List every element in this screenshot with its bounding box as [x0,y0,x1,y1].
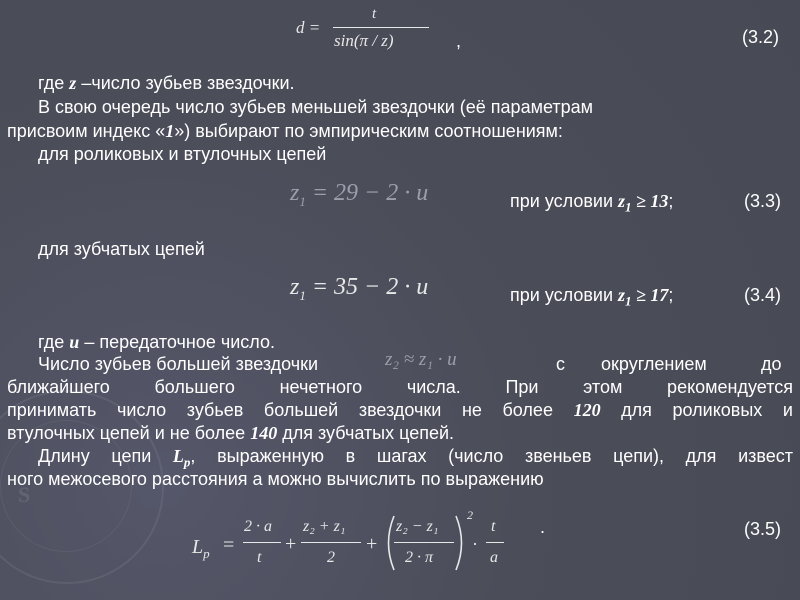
larger-sprocket-word-to: до [761,354,782,374]
eq33-condition: при условии $z_1 \ge 13$; [510,191,674,215]
paragraph-smaller-sprocket-line1: В свою очередь число зубьев меньшей звездочки (её параметрам [38,97,594,117]
eq35-frac4-bar [486,542,504,543]
eq32-denominator: sin(π / z) [334,31,394,50]
eq32-number: (3.2) [742,27,780,47]
eq35-frac1-den: t [257,549,262,566]
eq34-number: (3.4) [744,285,782,305]
eq35-dot: · [472,534,478,554]
eq34-condition: при условии $z_1 \ge 17$; [510,285,674,309]
eq33-number: (3.3) [744,191,782,211]
eq35-frac3-den: 2 · π [405,549,434,566]
eq35-frac2-den: 2 [327,549,335,566]
eq35-period: . [540,517,546,537]
paragraph-z-definition: где z –число зубьев звездочки. [38,73,295,93]
eq33-formula: $z_1 = 29 - 2 \cdot u$ [290,180,429,209]
eq35-left-paren [381,514,397,572]
eq35-number: (3.5) [744,519,782,539]
larger-sprocket-word-s: с [556,354,565,374]
larger-sprocket-line3: принимать число зубьев большей звездочки не более 120 для роликовых и [7,400,793,420]
eq35-lhs: $L_p$ [192,536,210,561]
eq35-frac4-den: a [490,549,498,566]
eq35-frac3-bar [394,542,454,543]
larger-sprocket-line1-text: Число зубьев большей звездочки [38,354,319,374]
larger-sprocket-word-rounding: округлением [601,354,707,374]
eq32-numerator: t [372,6,377,22]
eq35-power: 2 [467,508,473,522]
eq35-frac2-bar [301,542,361,543]
eq32-comma: , [456,31,462,51]
chain-length-line1: Длину цепи $L_p$, выраженную в шагах (число звеньев цепи), для извест [38,446,794,470]
eq32-lhs: d = [296,18,321,37]
compass-watermark-letter: S [18,482,31,507]
eq35-equals: = [223,534,235,556]
eq32-fraction-bar [333,27,429,28]
eq35-plus1: + [285,533,297,555]
eq35-plus2: + [366,533,378,555]
paragraph-toothed-chains: для зубчатых цепей [38,239,205,259]
eq35-frac3-num: z₂ − z₁ [396,518,439,535]
eq35-frac1-num: 2 · a [244,518,272,535]
eq35-frac1-bar [243,542,281,543]
eq35-frac4-num: t [491,518,496,535]
chain-length-line2: ного межосевого расстояния а можно вычислить по выражению [7,469,544,489]
eq35-frac2-num: z₂ + z₁ [303,518,346,535]
paragraph-smaller-sprocket-line2: присвоим индекс «1») выбирают по эмпирическим соотношениям: [7,121,563,141]
eq34-formula: $z_1 = 35 - 2 \cdot u$ [290,274,429,303]
larger-sprocket-line2: ближайшего большего нечетного числа. При этом рекомендуется [7,377,793,397]
paragraph-u-definition: где u – передаточное число. [38,332,275,352]
paragraph-roller-chains: для роликовых и втулочных цепей [38,144,327,164]
larger-sprocket-line4: втулочных цепей и не более 140 для зубчатых цепей. [7,423,455,443]
larger-sprocket-formula: z₂ ≈ z₁ · u [385,349,457,370]
